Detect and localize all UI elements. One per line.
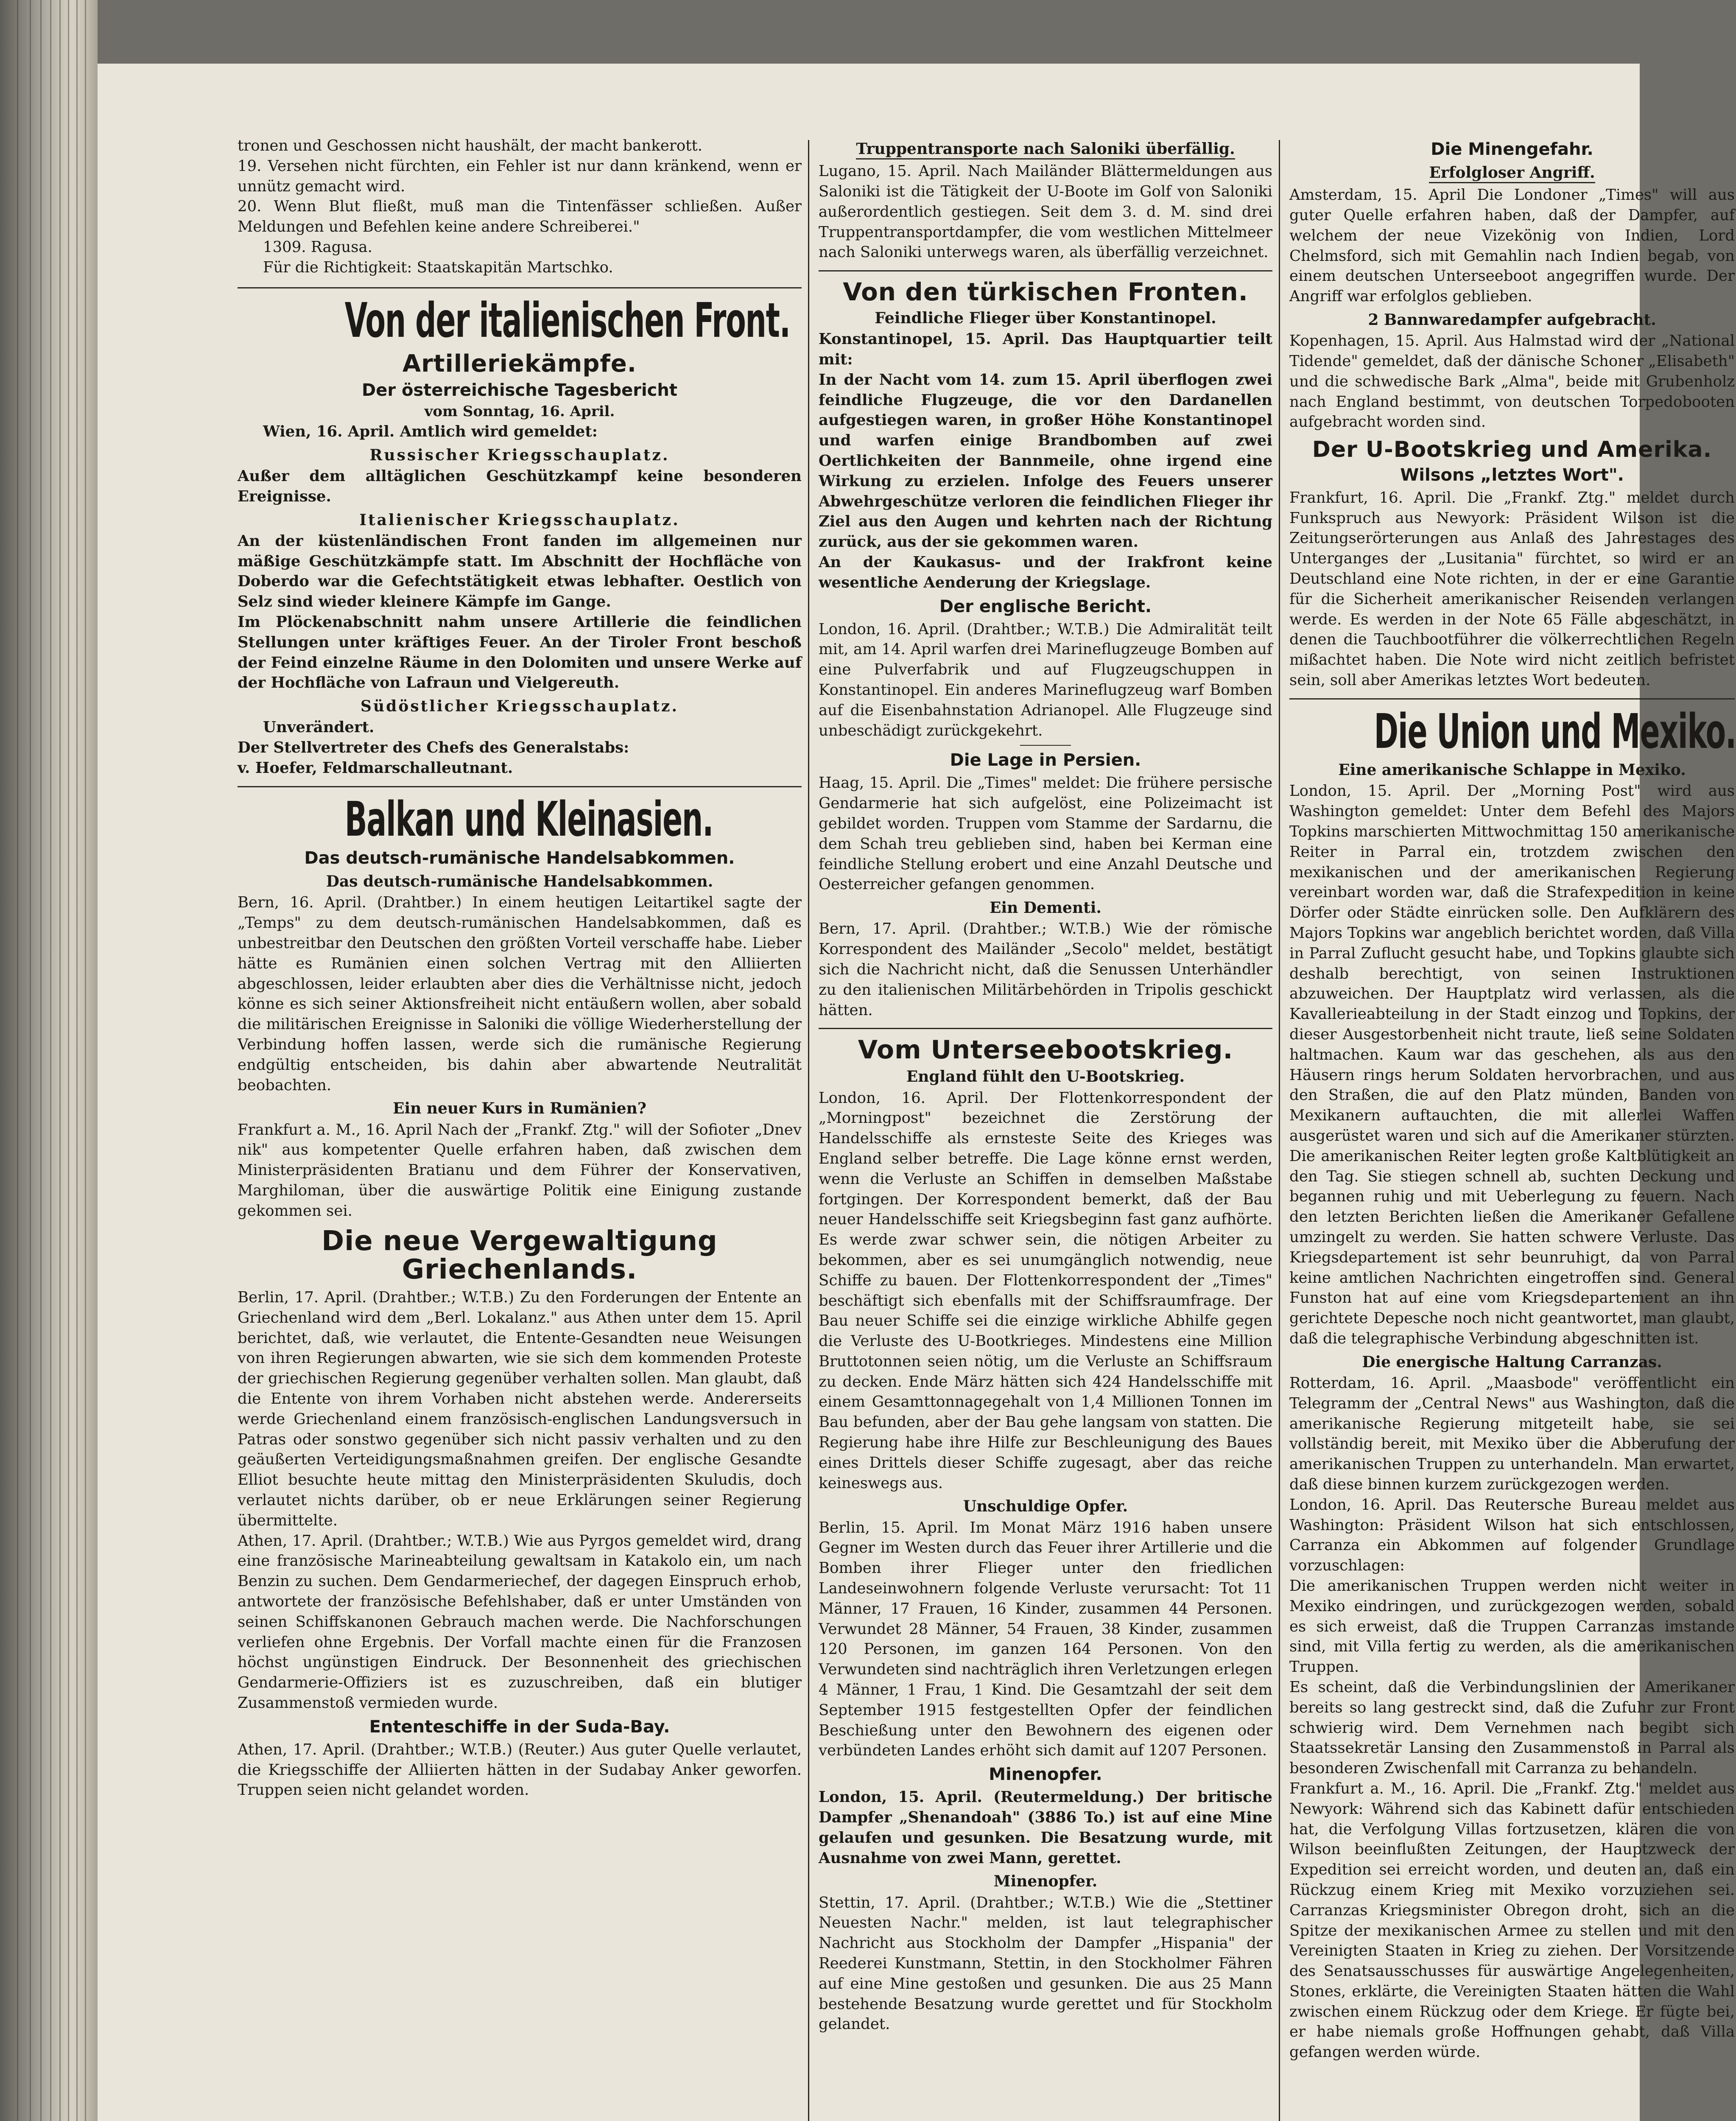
heading-union-mexico: Die Union und Mexiko. (1374, 704, 1736, 759)
subheading: Das deutsch-rumänische Handelsabkommen. (326, 873, 713, 891)
paragraph: Die amerikanischen Truppen werden nicht weiter in Mexiko eindringen, und zurückgezogen werden, sobald es sich erweist, daß die Truppen Carranzas imstande sind, mit Villa fertig zu werden, als die amerikanischen Truppen. (1289, 1577, 1735, 1676)
paragraph: 20. Wenn Blut fließt, muß man die Tintenfässer schließen. Außer Meldungen und Befehlen keine andere Schreiberei." (238, 198, 802, 236)
article-heading: Unschuldige Opfer. (963, 1497, 1128, 1516)
paragraph: Konstantinopel, 15. April. Das Hauptquartier teilt mit: (819, 330, 1272, 369)
paragraph: tronen und Geschossen nicht haushält, der macht bankerott. (238, 137, 703, 154)
paragraph: London, 15. April. (Reutermeldung.) Der britische Dampfer „Shenandoah" (3886 To.) ist auf eine Mine gelaufen und gesunken. Die Besatzung wurde, mit Ausnahme von zwei Mann, gerettet. (819, 1788, 1272, 1867)
paragraph: Frankfurt, 16. April. Die „Frankf. Ztg." meldet durch Funkspruch aus Newyork: Präsident Wilson ist die Zeitungserörterungen aus Anlaß des Jahrestages des Unterganges der „Lusitania" fürchtet, so wird er an Deutschland eine Note richten, in der er eine Garantie für die Sicherheit amerikanischer Reisenden verlangen werde. Es werden in der Note 65 Fälle abgeschätzt, in denen die Tauchbootführer die völkerrechtlichen Regeln mißachtet haben. Die Note wird nicht zeitlich befristet sein, soll aber Amerikas letztes Wort bedeuten. (1289, 489, 1735, 689)
heading-submarine-war: Vom Unterseebootskrieg. (858, 1035, 1233, 1065)
subheading: Artilleriekämpfe. (402, 350, 637, 378)
heading-italian-front: Von der italienischen Front. (344, 293, 790, 348)
heading-u-boat-america: Der U-Bootskrieg und Amerika. (1312, 437, 1712, 463)
article-heading: Die energische Haltung Carranzas. (1362, 1353, 1662, 1371)
divider (819, 1028, 1272, 1029)
paragraph: Kopenhagen, 15. April. Aus Halmstad wird der „National Tidende" gemeldet, daß der dänische Schoner „Elisabeth" und die schwedische Bark „Alma", beide mit Grubenholz nach England bestimmt, von deutschen Torpedobooten aufgebracht worden sind. (1289, 332, 1735, 431)
divider (1289, 698, 1735, 700)
subheading: Das deutsch-rumänische Handelsabkommen. (304, 848, 735, 868)
paragraph: Es scheint, daß die Verbindungslinien der Amerikaner bereits so lang gestreckt sind, daß die Zufuhr zur Front schwierig wird. Dem Vernehmen nach begibt sich Staatssekretär Lansing den Zusammenstoß in Parral als besonderen Zwischenfall mit Carranza zu behandeln. (1289, 1678, 1735, 1777)
section-label: Russischer Kriegsschauplatz. (369, 446, 670, 464)
divider (238, 287, 802, 288)
paragraph: Frankfurt a. M., 16. April Nach der „Frankf. Ztg." will der Sofioter „Dnev nik" aus kompetenter Quelle erfahren haben, daß zwischen dem Ministerpräsidenten Bratianu und dem Führer der Konservativen, Marghiloman, über die auswärtige Politik eine Einigung zustande gekommen sei. (238, 1121, 802, 1220)
paragraph: Rotterdam, 16. April. „Maasbode" veröffentlicht ein Telegramm der „Central News" aus Washington, daß die amerikanische Regierung mitgeteilt habe, sie sei vollständig bereit, mit Mexiko über die Abberufung der amerikanischen Truppen zu unterhandeln. Man erwartet, daß diese binnen kurzem zurückgezogen werden. (1289, 1374, 1735, 1493)
paragraph: An der Kaukasus- und der Irakfront keine wesentliche Aenderung der Kriegslage. (819, 554, 1272, 591)
article-heading: Die Lage in Persien. (950, 750, 1141, 770)
paragraph: Für die Richtigkeit: Staatskapitän Martschko. (263, 258, 613, 276)
paragraph: Wien, 16. April. Amtlich wird gemeldet: (263, 423, 598, 440)
paragraph: Bern, 17. April. (Drahtber.; W.T.B.) Wie der römische Korrespondent des Mailänder „Secolo" meldet, bestätigt sich die Nachricht nicht, daß die Senussen Unterhändler zu den italienischen Militärbehörden in Tripolis geschickt hätten. (819, 920, 1272, 1019)
paragraph: Amsterdam, 15. April Die Londoner „Times" will aus guter Quelle erfahren haben, daß der Dampfer, auf welchem der neue Vizekönig von Indien, Lord Chelmsford, sich mit Gemahlin nach Indien begab, von einem deutschen Unterseeboot angegriffen wurde. Der Angriff war erfolglos geblieben. (1289, 186, 1735, 305)
paragraph: Lugano, 15. April. Nach Mailänder Blättermeldungen aus Saloniki ist die Tätigkeit der U-Boote im Golf von Saloniki außerordentlich gestiegen. Seit dem 3. d. M. sind drei Truppentransportdampfer, die vom westlichen Mittelmeer nach Saloniki unterwegs waren, als überfällig verzeichnet. (819, 162, 1272, 261)
paragraph: Berlin, 17. April. (Drahtber.; W.T.B.) Zu den Forderungen der Entente an Griechenland wird dem „Berl. Lokalanz." aus Athen unter dem 15. April berichtet, daß, wie verlautet, die Entente-Gesandten neue Weisungen von ihren Regierungen abwarten, wie sie sich dem kommenden Proteste der griechischen Regierung gegenüber verhalten sollen. Man glaubt, daß die Entente von ihrem Vorhaben nicht abstehen werde. Andererseits werde Griechenland einem französisch-englischen Landungsversuch in Patras oder sonstwo gegenüber sich nicht passiv verhalten und zu den geäußerten Verteidigungsmaßnahmen greifen. Der englische Gesandte Elliot besuchte heute mittag den Ministerpräsidenten Skuludis, doch verlautet nichts darüber, ob er neue Erklärungen seiner Regierung übermittelte. (238, 1288, 802, 1529)
paragraph: Unverändert. (263, 719, 375, 736)
paragraph: Im Plöckenabschnitt nahm unsere Artillerie die feindlichen Stellungen unter kräftiges Feuer. An der Tiroler Front beschoß der Feind einzelne Räume in den Dolomiten und unsere Werke auf der Hochfläche von Lafraun und Vielgereuth. (238, 613, 802, 692)
paragraph: London, 16. April. Der Flottenkorrespondent der „Morningpost" bezeichnet die Zerstörung der Handelsschiffe als ernsteste Seite des Krieges was England selber betreffe. Die Lage könne ernst werden, wenn die Verluste an Schiffen in demselben Maßstabe fortgingen. Der Korrespondent bemerkt, daß der Bau neuer Handelsschiffe seit Kriegsbeginn fast ganz aufhörte. Es werde zwar schwer sein, die nötigen Arbeiter zu bekommen, aber es sei unumgänglich notwendig, neue Schiffe zu bauen. Der Flottenkorrespondent der „Times" beschäftigt sich ebenfalls mit der Schiffsraumfrage. Der Bau neuer Schiffe sei die einzige wirkliche Abhilfe gegen die Verluste des U-Bootkrieges. Mindestens eine Million Bruttotonnen seien nötig, um die Verluste an Schiffsraum zu decken. Ende März hätten sich 424 Handelsschiffe mit einem Gesamttonnagegehalt von 1,4 Millionen Tonnen im Bau befunden, aber der Bau gehe langsam von statten. Die Regierung habe ihre Hilfe zur Beschleunigung des Baues eines Drittels dieser Schiffe zugesagt, aber das reiche keineswegs aus. (819, 1089, 1272, 1492)
heading-greece: Die neue Vergewaltigung Griechenlands. (321, 1225, 718, 1285)
divider (819, 270, 1272, 271)
continued-article (238, 136, 802, 278)
subheading: Wilsons „letztes Wort". (1400, 465, 1624, 485)
paragraph: Haag, 15. April. Die „Times" meldet: Die frühere persische Gendarmerie hat sich aufgelöst, eine Polizeimacht ist gebildet worden. Truppen vom Stamme der Sardarnu, die dem Schah treu geblieben sind, haben bei Kerman eine feindliche Stellung erobert und eine Anzahl Deutsche und Oesterreicher gefangen genommen. (819, 774, 1272, 893)
article-heading: Minenopfer. (993, 1872, 1098, 1891)
article-heading-text: Truppentransporte nach Saloniki überfällig. (856, 140, 1235, 159)
section-label: Italienischer Kriegsschauplatz. (359, 511, 680, 529)
paragraph: 19. Versehen nicht fürchten, ein Fehler ist nur dann kränkend, wenn er unnütz gemacht wird. (238, 157, 802, 195)
paragraph: In der Nacht vom 14. zum 15. April überflogen zwei feindliche Flugzeuge, die vor den Dardanellen aufgestiegen waren, in großer Höhe Konstantinopel und warfen einige Brandbomben auf zwei Oertlichkeiten der Bannmeile, ohne irgend eine Wirkung zu erzielen. Infolge des Feuers unserer Abwehrgeschütze verloren die feindlichen Flieger ihr Ziel aus den Augen und kehrten nach der Richtung zurück, aus der sie gekommen waren. (819, 371, 1272, 551)
subheading: Eine amerikanische Schlappe in Mexiko. (1338, 761, 1686, 779)
article-heading: Die Minengefahr. (1431, 140, 1593, 159)
paragraph: London, 16. April. Das Reutersche Bureau meldet aus Washington: Präsident Wilson hat sich entschlossen, Carranza ein Abkommen auf folgender Grundlage vorzuschlagen: (1289, 1496, 1735, 1575)
article-heading: Ein neuer Kurs in Rumänien? (393, 1100, 646, 1118)
paragraph: Berlin, 15. April. Im Monat März 1916 haben unsere Gegner im Westen durch das Feuer ihrer Artillerie und die Bomben ihrer Flieger unter den friedlichen Landeseinwohnern folgende Verluste verursacht: Tot 11 Männer, 17 Frauen, 16 Kinder, zusammen 44 Personen. Verwundet 28 Männer, 54 Frauen, 38 Kinder, zusammen 120 Personen, im ganzen 164 Personen. Von den Verwundeten sind nachträglich ihren Verletzungen erlegen 4 Männer, 1 Frau, 1 Kind. Die Gesamtzahl der seit dem September 1915 festgestellten Opfer der feindlichen Beschießung unter den Bewohnern des eigenen oder verbündeten Landes erhöht sich damit auf 1207 Personen. (819, 1519, 1272, 1760)
column-1 (238, 136, 802, 1800)
signature: v. Hoefer, Feldmarschalleutnant. (238, 759, 513, 777)
paragraph: Bern, 16. April. (Drahtber.) In einem heutigen Leitartikel sagte der „Temps" zu dem deutsch-rumänischen Handelsabkommen, daß es unbestreitbar den Deutschen den größten Vorteil verschaffe habe. Lieber hätte es Rumänien einen solchen Vertrag mit den Alliierten abgeschlossen, leider erlaubten aber dies die Verhältnisse nicht, jedoch könne es sich seiner Aktionsfreiheit nicht entäußern wollen, aber sobald die militärischen Ereignisse in Saloniki die völlige Wiederherstellung der Verbindung hoffen lassen, werde sich die rumänische Regierung endgültig entscheiden, bis dahin aber abwartende Neutralität beobachten. (238, 894, 802, 1094)
subheading: England fühlt den U-Bootskrieg. (906, 1068, 1185, 1086)
signature: Der Stellvertreter des Chefs des Generalstabs: (238, 739, 629, 757)
paragraph: Athen, 17. April. (Drahtber.; W.T.B.) Wie aus Pyrgos gemeldet wird, drang eine französische Marineabteilung gewaltsam in Katakolo ein, um nach Benzin zu suchen. Dem Gendarmeriechef, der dagegen Einspruch erhob, antwortete der französische Befehlshaber, daß er unter Umständen von seinen Schiffskanonen Gebrauch machen werde. Die Nachforschungen verliefen ohne Ergebnis. Der Vorfall machte einen für die Franzosen höchst ungünstigen Eindruck. Der Besonnenheit des griechischen Gendarmerie-Offiziers ist es zuzuschreiben, daß ein blutiger Zusammenstoß vermieden wurde. (238, 1532, 802, 1712)
article-heading: Der englische Bericht. (939, 596, 1152, 616)
article-heading (819, 140, 1272, 159)
book-page-edges (0, 0, 98, 2121)
paragraph: Außer dem alltäglichen Geschützkampf keine besonderen Ereignisse. (238, 467, 802, 505)
article-heading: Ein Dementi. (990, 899, 1101, 917)
paragraph: An der küstenländischen Front fanden im allgemeinen nur mäßige Geschützkämpfe statt. Im Abschnitt der Hochfläche von Doberdo war die Gefechtstätigkeit etwas lebhafter. Oestlich von Selz sind wieder kleinere Kämpfe im Gange. (238, 532, 802, 611)
divider (1020, 745, 1071, 746)
heading-balkan: Balkan und Kleinasien. (344, 792, 713, 847)
subheading-text: Erfolgloser Angriff. (1429, 164, 1595, 183)
column-rule-right (1279, 140, 1280, 2121)
subheading: Der österreichische Tagesbericht (362, 380, 677, 400)
paragraph: 1309. Ragusa. (263, 238, 372, 256)
subheading: Feindliche Flieger über Konstantinopel. (875, 309, 1216, 327)
column-3 (1289, 136, 1735, 2062)
article-heading: 2 Bannwaredampfer aufgebracht. (1368, 311, 1656, 329)
newspaper-page (98, 64, 1736, 2121)
paragraph: London, 15. April. Der „Morning Post" wird aus Washington gemeldet: Unter dem Befehl des Majors Topkins marschierten Mittwochmittag 150 amerikanische Reiter in Parral ein, trotzdem zwischen den mexikanischen und der amerikanischen Regierung vereinbart worden war, daß die Strafexpedition in keine Dörfer oder Städte einrücken solle. Den Aufklärern des Majors Topkins war angeblich berichtet worden, daß Villa in Parral Zuflucht gesucht habe, und Topkins glaubte sich deshalb berechtigt, von seinen Instruktionen abzuweichen. Der Hauptplatz wird verlassen, als die Kavallerieabteilung in der Stadt einzog und Topkins, der dieser Ausgestorbenheit nicht traute, ließ seine Soldaten haltmachen. Kaum war das geschehen, als aus den Häusern rings herum Soldaten hervorbrachen, und aus den Straßen, die auf den Platz münden, Banden von Mexikanern auftauchten, die mit allerlei Waffen ausgerüstet waren und sich auf die Amerikaner stürzten. Die amerikanischen Reiter legten große Kaltblütigkeit an den Tag. Sie stiegen schnell ab, suchten Deckung und begannen ruhig und mit Ueberlegung zu feuern. Nach den letzten Berichten ließen die Amerikaner Gefallene umzingelt zu werden. Sie hatten schwere Verluste. Das Kriegsdepartement ist sehr beunruhigt, da von Parral keine amtlichen Nachrichten eingetroffen sind. General Funston hat auf eine vom Kriegsdepartement an ihn gerichtete Depesche noch nicht geantwortet, man glaubt, daß die telegraphische Verbindung abgeschnitten ist. (1289, 782, 1735, 1347)
article-heading: Minenopfer. (989, 1765, 1102, 1785)
heading-turkish-fronts: Von den türkischen Fronten. (843, 277, 1248, 307)
article-heading: Ententeschiffe in der Suda-Bay. (369, 1717, 670, 1737)
divider (238, 786, 802, 787)
paragraph: Athen, 17. April. (Drahtber.; W.T.B.) (Reuter.) Aus guter Quelle verlautet, die Kriegsschiffe der Alliierten hätten in der Sudabay Anker geworfen. Truppen seien nicht gelandet worden. (238, 1740, 802, 1799)
paragraph: London, 16. April. (Drahtber.; W.T.B.) Die Admiralität teilt mit, am 14. April warfen drei Marineflugzeuge Bomben auf eine Pulverfabrik und auf Flugzeugschuppen in Konstantinopel. Ein anderes Marineflugzeug warf Bomben auf die Eisenbahnstation Adrianopel. Alle Flugzeuge sind unbeschädigt zurückgekehrt. (819, 620, 1272, 739)
column-rule-left (808, 140, 809, 2121)
section-label: Südöstlicher Kriegsschauplatz. (360, 697, 679, 716)
column-2 (819, 136, 1272, 2034)
paragraph: Stettin, 17. April. (Drahtber.; W.T.B.) Wie die „Stettiner Neuesten Nachr." melden, ist laut telegraphischer Nachricht aus Stockholm der Dampfer „Hispania" der Reederei Kunstmann, Stettin, in den Stockholmer Fähren auf eine Mine gestoßen und gesunken. Die aus 25 Mann bestehende Besatzung wurde gerettet und für Stockholm gelandet. (819, 1894, 1272, 2033)
dateline: vom Sonntag, 16. April. (424, 403, 615, 420)
subheading (1289, 164, 1735, 183)
paragraph: Frankfurt a. M., 16. April. Die „Frankf. Ztg." meldet aus Newyork: Während sich das Kabinett dafür entschieden hat, die Verfolgung Villas fortzusetzen, klären die von Wilson beeinflußten Zeitungen, der Hauptzweck der Expedition sei erreicht worden, und deuten an, daß ein Rückzug einem Krieg mit Mexiko vorzuziehen sei. Carranzas Kriegsminister Obregon droht, sich an die Spitze der mexikanischen Armee zu stellen und mit den Vereinigten Staaten in Krieg zu ziehen. Der Vorsitzende des Senatsausschusses für auswärtige Angelegenheiten, Stones, erklärte, die Vereinigten Staaten hätten die Wahl zwischen einem Rückzug oder dem Kriege. Er fügte bei, er habe niemals große Hoffnungen gehabt, daß Villa gefangen werden würde. (1289, 1780, 1735, 2061)
